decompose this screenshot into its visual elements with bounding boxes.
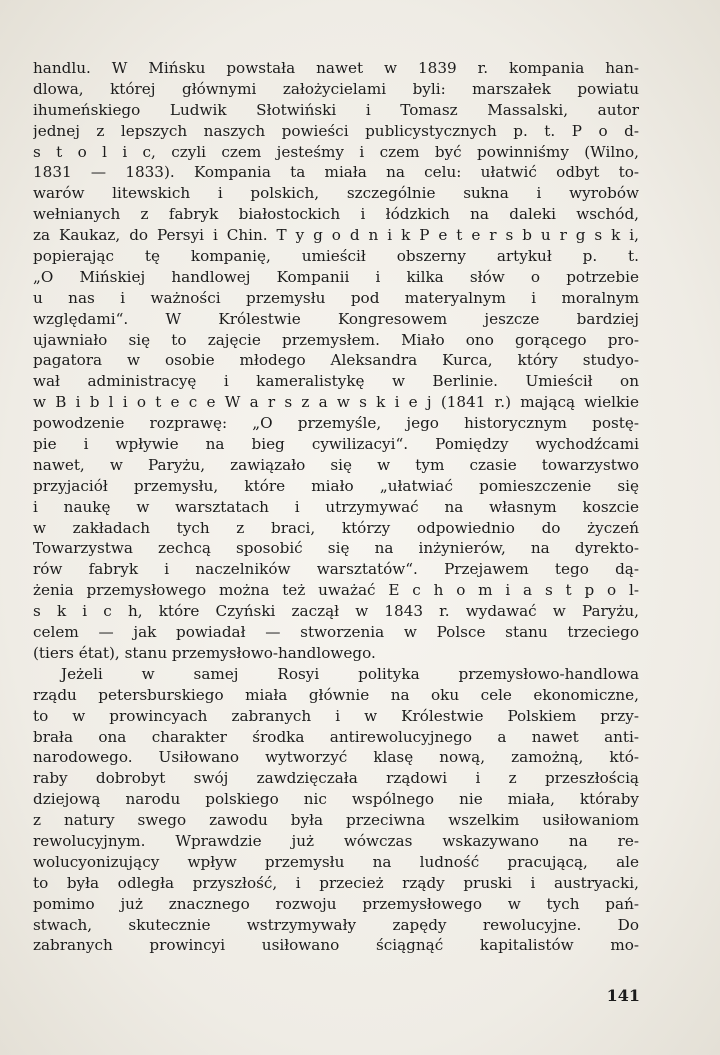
text-line: wał administracyę i kameralistykę w Berlinie. Umieścił on bbox=[33, 372, 639, 391]
text-line: względami“. W Królestwie Kongresowem jeszcze bardziej bbox=[33, 309, 639, 328]
text-line: narodowego. Usiłowano wytworzyć klasę nową, zamożną, któ- bbox=[33, 748, 639, 767]
text-line: handlu. W Mińsku powstała nawet w 1839 r. kompania han- bbox=[33, 59, 639, 77]
text-line: pagatora w osobie młodego Aleksandra Kurca, który studyo- bbox=[33, 351, 639, 370]
text-line: z natury swego zawodu była przeciwna wszelkim usiłowaniom bbox=[33, 811, 639, 830]
text-line: Towarzystwa zechcą sposobić się na inżynierów, na dyrekto- bbox=[33, 539, 639, 558]
text-line: pie i wpływie na bieg cywilizacyi“. Pomiędzy wychodźcami bbox=[33, 435, 639, 454]
text-line: s t o l i c, czyli czem jesteśmy i czem być powinniśmy (Wilno, bbox=[33, 142, 639, 161]
text-line: to w prowincyach zabranych i w Królestwie Polskiem przy- bbox=[33, 706, 639, 725]
text-line: to była odległa przyszłość, i przecież rządy pruski i austryacki, bbox=[33, 873, 639, 892]
paragraph-2 bbox=[33, 664, 639, 956]
text-line: przyjaciół przemysłu, które miało „ułatwiać pomieszczenie się bbox=[33, 476, 639, 495]
text-line: (tiers état), stanu przemysłowo-handlowego. bbox=[33, 643, 376, 662]
text-line: rewolucyjnym. Wprawdzie już wówczas wskazywano na re- bbox=[33, 831, 639, 850]
text-line: za Kaukaz, do Persyi i Chin. T y g o d n i k P e t e r s b u r g s k i, bbox=[33, 226, 639, 245]
text-line: żenia przemysłowego można też uważać E c h o m i a s t p o l- bbox=[33, 581, 639, 600]
text-line: wełnianych z fabryk białostockich i łódzkich na daleki wschód, bbox=[33, 205, 639, 224]
text-line: celem — jak powiadał — stworzenia w Polsce stanu trzeciego bbox=[33, 623, 639, 642]
text-line: brała ona charakter środka antirewolucyjnego a nawet anti- bbox=[33, 727, 639, 746]
page-number: 141 bbox=[606, 986, 640, 1005]
text-line: 1831 — 1833). Kompania ta miała na celu: ułatwić odbyt to- bbox=[33, 163, 639, 182]
text-line: wolucyonizujący wpływ przemysłu na ludność pracującą, ale bbox=[33, 852, 639, 871]
text-line: w B i b l i o t e c e W a r s z a w s k i e j (1841 r.) mającą wielkie bbox=[33, 393, 639, 412]
text-line: zabranych prowincyi usiłowano ściągnąć kapitalistów mo- bbox=[33, 936, 639, 955]
text-line: jednej z lepszych naszych powieści publicystycznych p. t. P o d- bbox=[33, 121, 639, 140]
text-line: ujawniało się to zajęcie przemysłem. Miało ono gorącego pro- bbox=[33, 330, 639, 349]
body-text bbox=[33, 58, 639, 956]
text-line: rządu petersburskiego miała głównie na oku cele ekonomiczne, bbox=[33, 685, 639, 704]
text-line: u nas i ważności przemysłu pod materyalnym i moralnym bbox=[33, 288, 639, 307]
text-line: dlowa, której głównymi założycielami byli: marszałek powiatu bbox=[33, 79, 639, 98]
text-line: stwach, skutecznie wstrzymywały zapędy rewolucyjne. Do bbox=[33, 915, 639, 934]
text-line: rów fabryk i naczelników warsztatów“. Przejawem tego dą- bbox=[33, 560, 639, 579]
text-line: raby dobrobyt swój zawdzięczała rządowi i z przeszłością bbox=[33, 769, 639, 788]
text-line: powodzenie rozprawę: „O przemyśle, jego historycznym postę- bbox=[33, 414, 639, 433]
text-line: nawet, w Paryżu, zawiązało się w tym czasie towarzystwo bbox=[33, 455, 639, 474]
text-line: ihumeńskiego Ludwik Słotwiński i Tomasz Massalski, autor bbox=[33, 100, 639, 119]
text-line: Jeżeli w samej Rosyi polityka przemysłowo-handlowa bbox=[61, 664, 639, 683]
text-line: dziejową narodu polskiego nic wspólnego nie miała, któraby bbox=[33, 790, 639, 809]
text-line: pomimo już znacznego rozwoju przemysłowego w tych pań- bbox=[33, 894, 639, 913]
paragraph-1 bbox=[33, 58, 639, 664]
text-line: „O Mińskiej handlowej Kompanii i kilka słów o potrzebie bbox=[33, 267, 639, 286]
text-line: warów litewskich i polskich, szczególnie sukna i wyrobów bbox=[33, 184, 639, 203]
text-line: s k i c h, które Czyński zaczął w 1843 r. wydawać w Paryżu, bbox=[33, 602, 639, 621]
text-line: w zakładach tych z braci, którzy odpowiednio do życzeń bbox=[33, 518, 639, 537]
text-line: popierając tę kompanię, umieścił obszerny artykuł p. t. bbox=[33, 247, 639, 266]
text-line: i naukę w warsztatach i utrzymywać na własnym koszcie bbox=[33, 497, 639, 516]
